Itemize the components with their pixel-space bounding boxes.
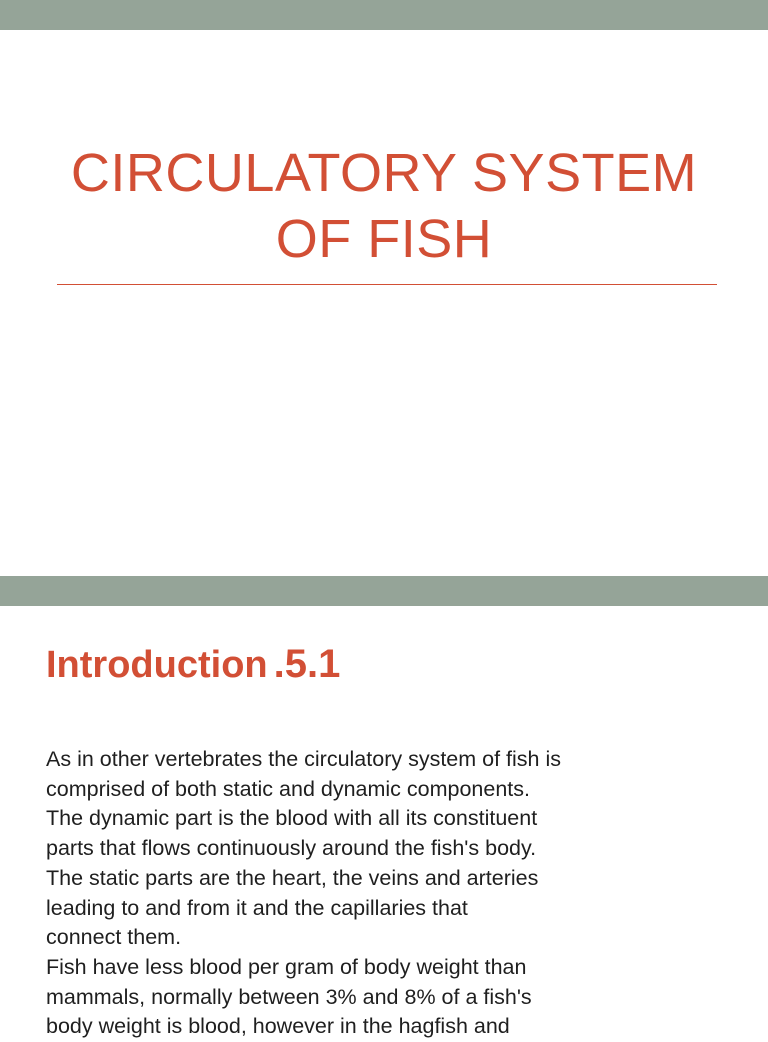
- body-line: parts that flows continuously around the fish's body.: [46, 836, 537, 861]
- top-divider-band: [0, 0, 768, 30]
- slide-divider-band: [0, 576, 768, 606]
- body-line: mammals, normally between 3% and 8% of a fish's: [46, 984, 532, 1009]
- body-line: leading to and from it and the capillaries that: [46, 895, 468, 920]
- body-line: connect them.: [46, 925, 182, 950]
- section-number: .5.1: [273, 642, 341, 686]
- body-line: body weight is blood, however in the hagfish and: [46, 1014, 510, 1039]
- body-line: The dynamic part is the blood with all its constituent: [46, 806, 538, 831]
- section-heading: [46, 640, 340, 689]
- body-paragraph: [46, 745, 726, 1042]
- body-line: The static parts are the heart, the veins and arteries: [46, 865, 539, 890]
- body-line: As in other vertebrates the circulatory system of fish is: [46, 747, 562, 771]
- body-line: comprised of both static and dynamic components.: [46, 776, 531, 801]
- title-slide: [0, 30, 768, 576]
- title-underline: [57, 284, 717, 285]
- section-heading-text: Introduction: [46, 644, 268, 686]
- introduction-slide: [0, 606, 768, 1039]
- body-line: Fish have less blood per gram of body weight than: [46, 954, 527, 979]
- slide-title: CIRCULATORY SYSTEM OF FISH: [70, 143, 698, 269]
